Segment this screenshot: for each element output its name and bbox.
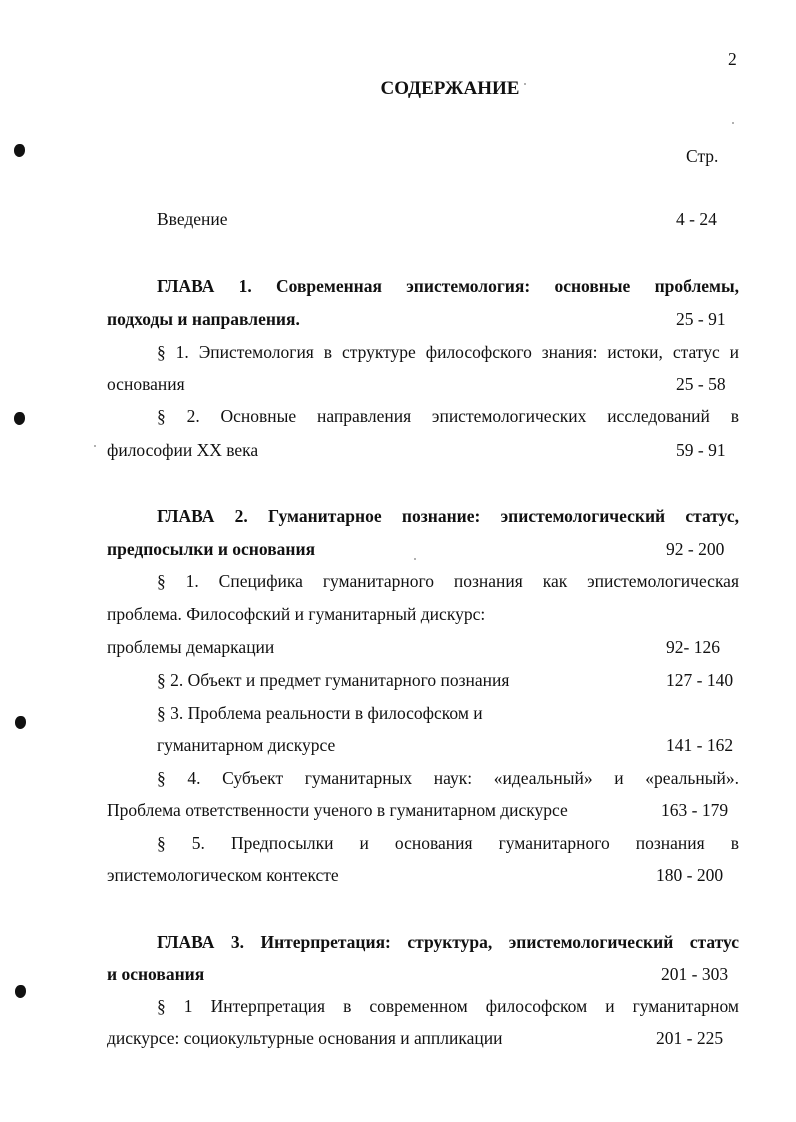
toc-ch2-s4: § 4. Субъект гуманитарных наук: «идеальный» и «реальный». [157,768,739,788]
toc-ch1-heading-cont: подходы и направления. [107,309,300,329]
page-number: 2 [728,49,737,69]
toc-ch2-s3-cont: гуманитарном дискурсе [157,735,336,755]
toc-ch1-s2: § 2. Основные направления эпистемологических исследований в [157,406,739,426]
toc-ch2-s2: § 2. Объект и предмет гуманитарного познания [157,670,510,690]
toc-ch2-s5-cont: эпистемологическом контексте [107,865,339,885]
toc-ch1-s2-pages: 59 - 91 [676,440,726,460]
toc-ch2-s2-pages: 127 - 140 [666,670,734,690]
toc-intro-pages: 4 - 24 [676,209,717,229]
toc-ch3-s1-pages: 201 - 225 [656,1028,724,1048]
scan-speck [732,122,734,124]
toc-ch3-s1-cont: дискурсе: социокультурные основания и аппликации [107,1028,503,1048]
punch-hole-3 [15,716,26,729]
toc-ch2-heading-cont: предпосылки и основания [107,539,316,559]
toc-ch2-s5: § 5. Предпосылки и основания гуманитарного познания в [157,833,739,853]
toc-ch2-s4-cont: Проблема ответственности ученого в гуманитарном дискурсе [107,800,568,820]
toc-ch1-heading: ГЛАВА 1. Современная эпистемология: основные проблемы, [157,276,739,296]
page-title: СОДЕРЖАНИЕ [380,78,520,99]
toc-ch2-s1-cont: проблема. Философский и гуманитарный дискурс: [107,604,486,624]
toc-ch2-s3-pages: 141 - 162 [666,735,734,755]
toc-ch2-heading: ГЛАВА 2. Гуманитарное познание: эпистемологический статус, [157,506,739,526]
scan-speck [94,445,96,447]
punch-hole-1 [14,144,25,157]
toc-intro-label: Введение [157,209,228,229]
toc-ch2-s1-pages: 92- 126 [666,637,720,657]
toc-ch3-pages: 201 - 303 [661,964,729,984]
toc-ch3-s1: § 1 Интерпретация в современном философском и гуманитарном [157,996,739,1016]
toc-ch2-s4-pages: 163 - 179 [661,800,729,820]
toc-ch1-s1-cont: основания [107,374,185,394]
toc-ch2-pages: 92 - 200 [666,539,725,559]
toc-ch2-s1: § 1. Специфика гуманитарного познания как эпистемологическая [157,571,739,591]
punch-hole-2 [14,412,25,425]
toc-ch1-pages: 25 - 91 [676,309,726,329]
toc-ch1-s2-cont: философии XX века [107,440,259,460]
toc-ch2-s5-pages: 180 - 200 [656,865,724,885]
toc-ch3-heading-cont: и основания [107,964,205,984]
toc-ch1-s1: § 1. Эпистемология в структуре философского знания: истоки, статус и [157,342,739,362]
page-column-label: Стр. [686,146,719,166]
toc-ch3-heading: ГЛАВА 3. Интерпретация: структура, эпистемологический статус [157,932,739,952]
toc-ch2-s1-cont2: проблемы демаркации [107,637,275,657]
toc-ch1-s1-pages: 25 - 58 [676,374,726,394]
toc-ch2-s3: § 3. Проблема реальности в философском и [157,703,483,723]
punch-hole-4 [15,985,26,998]
scan-speck [414,558,416,560]
